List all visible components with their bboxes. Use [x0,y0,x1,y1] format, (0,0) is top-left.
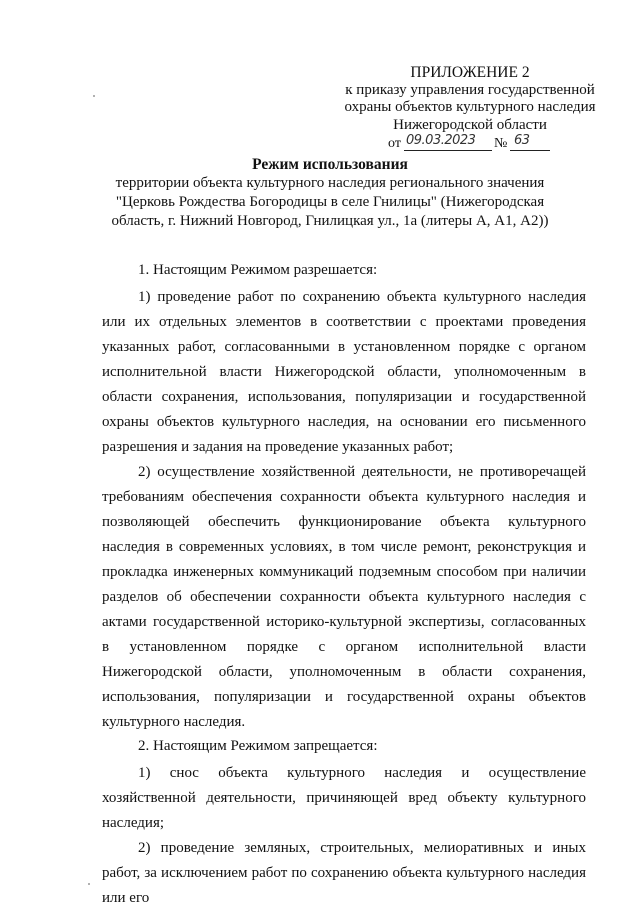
appendix-title: ПРИЛОЖЕНИЕ 2 [410,64,530,81]
section-2-title: 2. Настоящим Режимом запрещается: [138,738,378,754]
scan-speck [93,95,95,97]
section-2-body [102,761,586,911]
section-2-item-2: 2) проведение земляных, строительных, мелиоративных и иных работ, за исключением работ по сохранению объекта культурного наследия или его [102,840,586,906]
section-1-body [102,285,586,735]
order-from-label: от [388,136,401,151]
scan-speck [88,883,90,885]
order-number-handwritten: 63 [514,133,530,148]
appendix-line-1: к приказу управления государственной [345,81,595,98]
section-2-item-1: 1) снос объекта культурного наследия и осуществление хозяйственной деятельности, причиняющей вред объекту культурного наследия; [102,765,586,831]
appendix-line-3: Нижегородской области [393,116,547,133]
document-subheading: территории объекта культурного наследия регионального значения "Церковь Рождества Богородицы в селе Гнилицы" (Нижегородская область, г. Нижний Новгород, Гнилицкая ул., 1а (литеры А, А1, А2)) [111,175,549,229]
document-heading: Режим использования [252,156,408,173]
section-1-title: 1. Настоящим Режимом разрешается: [138,262,378,278]
number-underline [510,150,550,151]
section-1-item-1: 1) проведение работ по сохранению объекта культурного наследия или их отдельных элементов в соответствии с проектами проведения указанных работ, согласованными в установленном порядке с органом исполнительной власти Нижегородской области, уполномоченным в области сохранения, использования, популяризации и государственной охраны объектов культурного наследия, на основании его письменного разрешения и задания на проведение указанных работ; [102,289,586,455]
section-1-item-2: 2) осуществление хозяйственной деятельности, не противоречащей требованиям обеспечения сохранности объекта культурного наследия и позволяющей обеспечить функционирование объекта культурного наследия в современных условиях, в том числе ремонт, реконструкция и прокладка инженерных коммуникаций подземным способом при наличии разделов об обеспечении сохранности объекта культурного наследия с актами государственной историко-культурной экспертизы, согласованных в установленном порядке с органом исполнительной власти Нижегородской области, уполномоченным в области сохранения, использования, популяризации и государственной охраны объектов культурного наследия. [102,464,586,730]
appendix-line-2: охраны объектов культурного наследия [344,99,596,115]
order-date-number [388,134,568,154]
date-underline [404,150,492,151]
appendix-block [340,64,600,134]
order-date-handwritten: 09.03.2023 [406,133,476,148]
order-number-label: № [494,136,508,151]
